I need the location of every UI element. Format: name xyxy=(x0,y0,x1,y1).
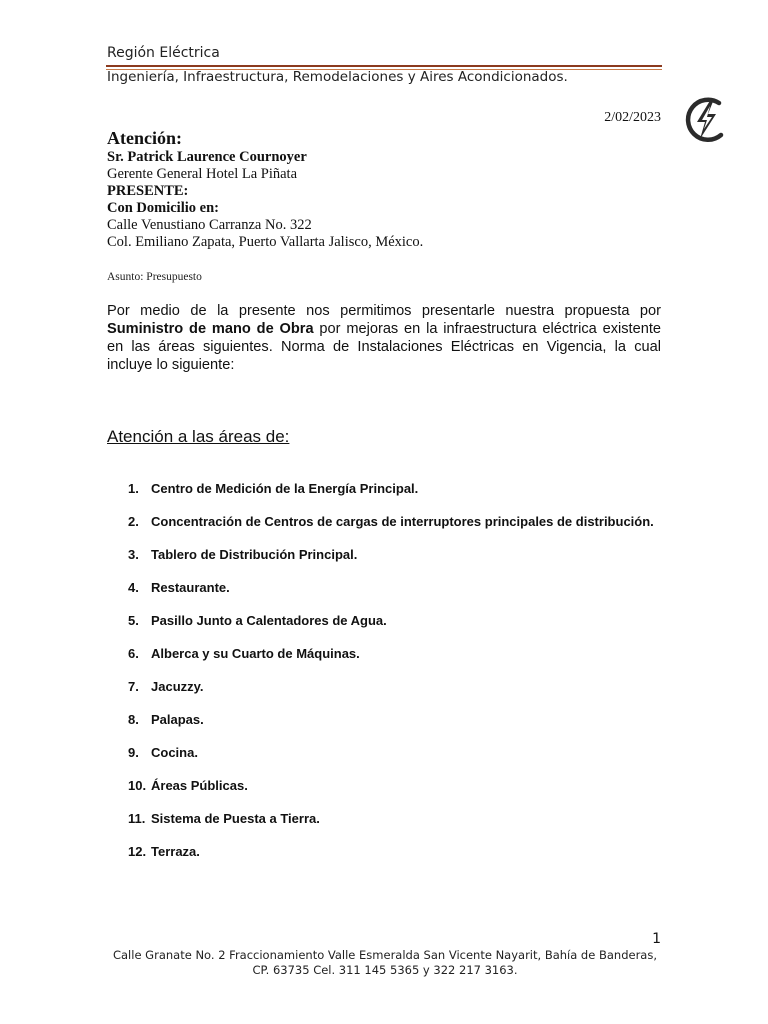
list-item-text: Pasillo Junto a Calentadores de Agua. xyxy=(151,613,387,628)
list-item-number: 6. xyxy=(128,646,139,661)
recipient-block xyxy=(107,127,667,251)
intro-bold-text: Suministro de mano de Obra xyxy=(107,321,314,337)
areas-heading: Atención a las áreas de: xyxy=(107,427,290,446)
footer-address: Calle Granate No. 2 Fraccionamiento Valle Esmeralda San Vicente Nayarit, Bahía de Banderas, CP. 63735 Cel. 311 145 5365 y 322 217 3163. xyxy=(112,948,657,977)
list-item-text: Concentración de Centros de cargas de interruptores principales de distribución. xyxy=(151,514,654,529)
list-item-number: 1. xyxy=(128,481,139,496)
logo-graphic xyxy=(683,95,729,143)
list-item-number: 12. xyxy=(128,844,147,859)
list-item-text: Tablero de Distribución Principal. xyxy=(151,547,358,562)
list-item xyxy=(125,712,661,728)
list-item-number: 9. xyxy=(128,745,139,760)
list-item xyxy=(125,514,661,530)
list-item xyxy=(125,745,661,761)
areas-list xyxy=(125,481,661,860)
list-item xyxy=(125,811,661,827)
list-item-number: 10. xyxy=(128,778,147,793)
list-item xyxy=(125,778,661,794)
list-item-number: 8. xyxy=(128,712,139,727)
attention-label: Atención: xyxy=(107,128,182,148)
list-item xyxy=(125,679,661,695)
intro-text-2: por mejoras en la infraestructura eléctrica existente en las áreas siguientes. Norma de Instalaciones Eléctricas en Vigencia, la cual incluye lo siguiente: xyxy=(107,321,661,373)
list-item xyxy=(125,613,661,629)
recipient-name: Sr. Patrick Laurence Cournoyer xyxy=(107,149,307,165)
list-item-text: Alberca y su Cuarto de Máquinas. xyxy=(151,646,360,661)
list-item-number: 7. xyxy=(128,679,139,694)
list-item-text: Restaurante. xyxy=(151,580,230,595)
company-name: Región Eléctrica xyxy=(107,45,220,61)
list-item-number: 4. xyxy=(128,580,139,595)
intro-paragraph xyxy=(107,302,661,374)
address-line-2: Col. Emiliano Zapata, Puerto Vallarta Jalisco, México. xyxy=(107,234,424,250)
list-item xyxy=(125,547,661,563)
company-tagline: Ingeniería, Infraestructura, Remodelaciones y Aires Acondicionados. xyxy=(107,69,568,85)
list-item-text: Centro de Medición de la Energía Principal. xyxy=(151,481,419,496)
presente-label: PRESENTE: xyxy=(107,183,189,199)
list-item-number: 2. xyxy=(128,514,139,529)
domicilio-label: Con Domicilio en: xyxy=(107,200,219,216)
list-item xyxy=(125,481,661,497)
list-item xyxy=(125,646,661,662)
list-item-text: Áreas Públicas. xyxy=(151,778,248,793)
list-item xyxy=(125,580,661,596)
list-item-number: 11. xyxy=(128,811,146,826)
letter-date: 2/02/2023 xyxy=(604,110,661,125)
list-item-text: Palapas. xyxy=(151,712,204,727)
list-item-text: Sistema de Puesta a Tierra. xyxy=(151,811,320,826)
list-item xyxy=(125,844,661,860)
list-item-number: 3. xyxy=(128,547,139,562)
subject-line: Asunto: Presupuesto xyxy=(107,271,202,283)
page-number: 1 xyxy=(652,931,661,947)
intro-text-1: Por medio de la presente nos permitimos presentarle nuestra propuesta por xyxy=(107,303,661,319)
lightning-bolt-icon xyxy=(683,95,729,143)
recipient-role: Gerente General Hotel La Piñata xyxy=(107,166,298,182)
list-item-number: 5. xyxy=(128,613,139,628)
list-item-text: Terraza. xyxy=(151,844,200,859)
address-line-1: Calle Venustiano Carranza No. 322 xyxy=(107,217,312,233)
header-rule xyxy=(106,65,662,67)
list-item-text: Jacuzzy. xyxy=(151,679,204,694)
list-item-text: Cocina. xyxy=(151,745,198,760)
